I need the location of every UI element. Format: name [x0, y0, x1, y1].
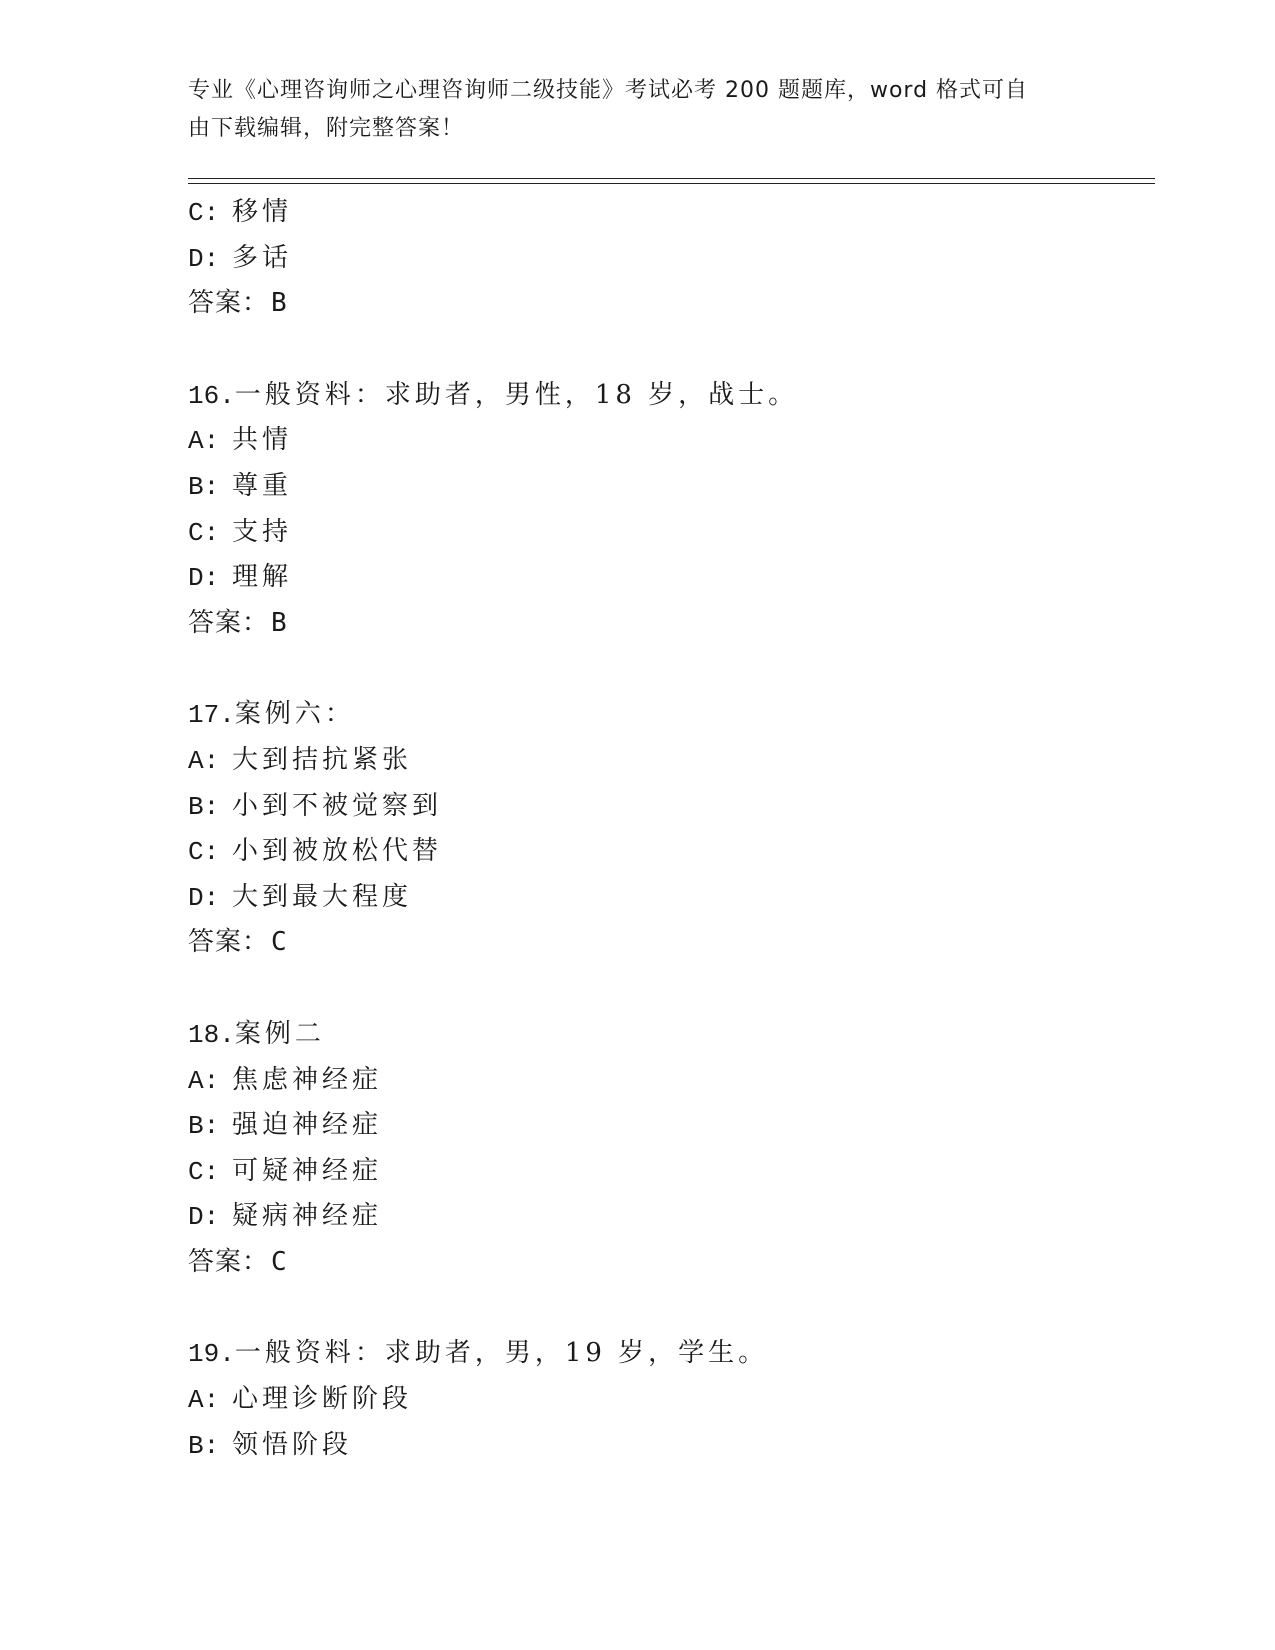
option-d	[188, 1194, 1148, 1240]
option-a	[188, 738, 1148, 784]
answer-label: 答案：	[188, 927, 270, 958]
question-17	[188, 692, 1148, 966]
option-text: 可疑神经症	[232, 1155, 383, 1186]
question-19	[188, 1331, 1148, 1468]
option-text: 支持	[232, 516, 293, 547]
question-text: 一般资料：求助者，男，19 岁，学生。	[234, 1338, 769, 1369]
option-d	[188, 555, 1148, 601]
option-c	[188, 1149, 1148, 1195]
document-header	[188, 72, 1088, 148]
option-label: A:	[188, 745, 220, 776]
question-number: 19.	[188, 1339, 235, 1370]
option-b	[188, 784, 1148, 830]
option-label: A:	[188, 426, 220, 457]
question-18	[188, 1012, 1148, 1286]
option-text: 尊重	[232, 470, 293, 501]
question-number: 18.	[188, 1019, 235, 1050]
answer-value: B	[271, 288, 288, 319]
answer-line	[188, 601, 1148, 647]
question-16	[188, 373, 1148, 647]
option-d	[188, 875, 1148, 921]
option-label: A:	[188, 1385, 220, 1416]
answer-label: 答案：	[188, 1246, 270, 1277]
answer-value: C	[271, 927, 288, 958]
option-label: C:	[188, 1156, 220, 1187]
option-d	[188, 236, 1148, 282]
option-text: 强迫神经症	[232, 1110, 383, 1141]
option-text: 移情	[232, 197, 293, 227]
question-number: 17.	[188, 700, 235, 731]
option-c	[188, 829, 1148, 875]
option-text: 理解	[232, 562, 293, 593]
option-text: 共情	[232, 425, 293, 456]
question-text: 案例二	[234, 1018, 325, 1049]
question-list	[188, 190, 1148, 1468]
option-label: A:	[188, 1065, 220, 1096]
question-stem	[188, 373, 1148, 419]
answer-label: 答案：	[188, 288, 270, 319]
question-stem	[188, 1012, 1148, 1058]
option-text: 大到最大程度	[232, 881, 413, 912]
question-number: 16.	[188, 380, 235, 411]
question-text: 一般资料：求助者，男性，18 岁，战士。	[234, 379, 799, 410]
question-stem	[188, 1331, 1148, 1377]
header-line-2: 由下载编辑，附完整答案！	[188, 116, 465, 141]
option-c	[188, 510, 1148, 556]
option-text: 领悟阶段	[232, 1429, 353, 1460]
question-stem	[188, 692, 1148, 738]
option-b	[188, 464, 1148, 510]
option-text: 小到被放松代替	[232, 836, 443, 867]
question-text: 案例六：	[234, 699, 355, 730]
option-text: 心理诊断阶段	[232, 1384, 413, 1415]
option-label: C:	[188, 517, 220, 548]
option-label: D:	[188, 1202, 220, 1233]
option-text: 焦虑神经症	[232, 1064, 383, 1095]
option-b	[188, 1103, 1148, 1149]
header-divider-top	[188, 178, 1155, 179]
option-a	[188, 1377, 1148, 1423]
option-label: C:	[188, 198, 220, 228]
header-line-1: 专业《心理咨询师之心理咨询师二级技能》考试必考 200 题题库，word 格式可自	[188, 78, 1029, 103]
option-b	[188, 1423, 1148, 1469]
header-divider-bottom	[188, 183, 1155, 184]
question-15-tail	[188, 190, 1148, 327]
option-text: 小到不被觉察到	[232, 790, 443, 821]
option-label: B:	[188, 1430, 220, 1461]
option-label: D:	[188, 882, 220, 913]
option-label: B:	[188, 471, 220, 502]
option-a	[188, 1058, 1148, 1104]
option-label: B:	[188, 1111, 220, 1142]
answer-line	[188, 281, 1148, 327]
answer-value: B	[271, 607, 288, 638]
option-a	[188, 418, 1148, 464]
option-text: 大到拮抗紧张	[232, 744, 413, 775]
option-c	[188, 190, 1148, 236]
option-label: D:	[188, 243, 220, 274]
answer-line	[188, 1240, 1148, 1286]
answer-line	[188, 920, 1148, 966]
option-label: D:	[188, 563, 220, 594]
option-label: C:	[188, 837, 220, 868]
answer-value: C	[271, 1246, 288, 1277]
option-label: B:	[188, 791, 220, 822]
option-text: 疑病神经症	[232, 1201, 383, 1232]
option-text: 多话	[232, 242, 293, 273]
answer-label: 答案：	[188, 607, 270, 638]
